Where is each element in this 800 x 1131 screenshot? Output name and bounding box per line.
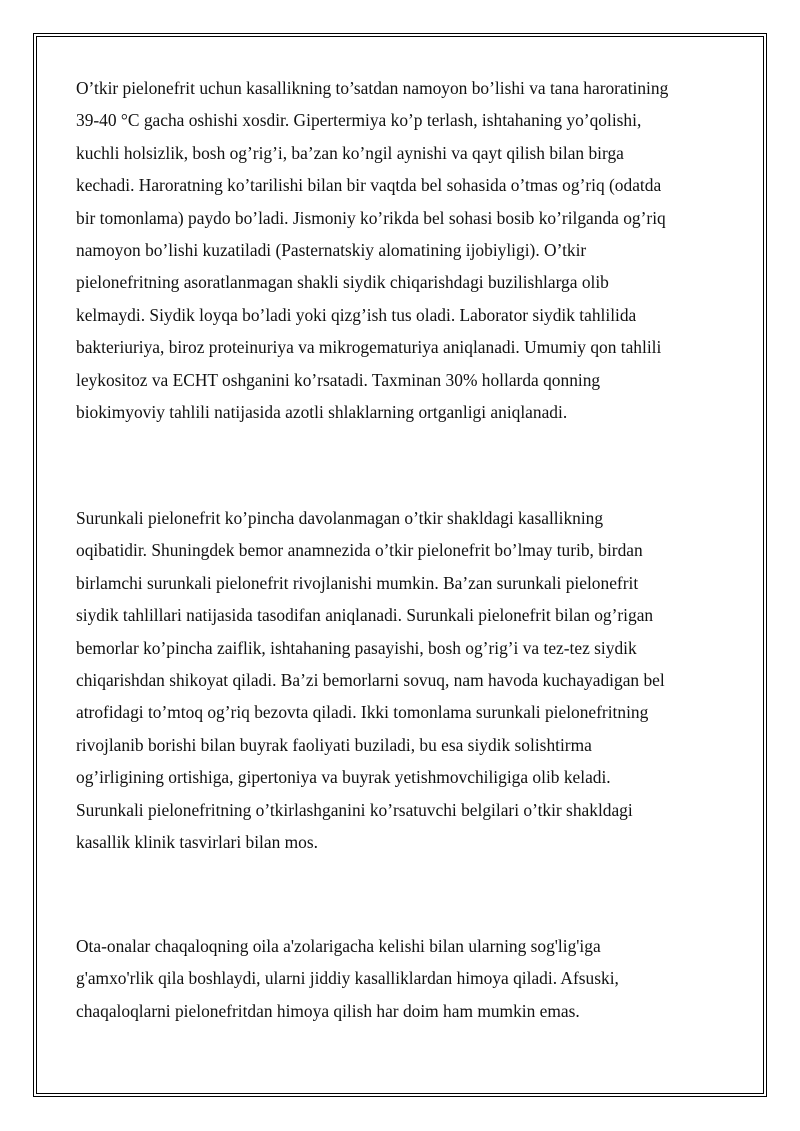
paragraph-line: bir tomonlama) paydo bo’ladi. Jismoniy ko’rikda bel sohasi bosib ko’rilganda og’riq [76, 207, 666, 228]
paragraph-line: Ota-onalar chaqaloqning oila a'zolarigacha kelishi bilan ularning sog'lig'iga [76, 936, 601, 956]
paragraph-line: bemorlar ko’pincha zaiflik, ishtahaning pasayishi, bosh og’rig’i va tez-tez siydik [76, 637, 637, 658]
paragraph-line: pielonefritning asoratlanmagan shakli siydik chiqarishdagi buzilishlarga olib [76, 272, 609, 293]
paragraph-line: kuchli holsizlik, bosh og’rig’i, ba’zan ko’ngil aynishi va qayt qilish bilan birga [76, 142, 624, 163]
paragraph-line: siydik tahlillari natijasida tasodifan aniqlanadi. Surunkali pielonefrit bilan og’rigan [76, 605, 654, 626]
paragraph-line: oqibatidir. Shuningdek bemor anamnezida o’tkir pielonefrit bo’lmay turib, birdan [76, 540, 643, 561]
paragraph-line: 39-40 °C gacha oshishi xosdir. Gipertermiya ko’p terlash, ishtahaning yo’qolishi, [76, 110, 642, 131]
paragraph-line: O’tkir pielonefrit uchun kasallikning to’satdan namoyon bo’lishi va tana haroratining [76, 78, 669, 98]
paragraph-line: Surunkali pielonefritning o’tkirlashganini ko’rsatuvchi belgilari o’tkir shakldagi [76, 799, 633, 820]
paragraph-infant-care [76, 930, 726, 1027]
paragraph-line: rivojlanib borishi bilan buyrak faoliyati buziladi, bu esa siydik solishtirma [76, 734, 592, 755]
paragraph-line: atrofidagi to’mtoq og’riq bezovta qiladi. Ikki tomonlama surunkali pielonefritning [76, 702, 649, 723]
paragraph-line: chiqarishdan shikoyat qiladi. Ba’zi bemorlarni sovuq, nam havoda kuchayadigan bel [76, 670, 665, 691]
paragraph-line: biokimyoviy tahlili natijasida azotli shlaklarning ortganligi aniqlanadi. [76, 402, 568, 423]
paragraph-line: namoyon bo’lishi kuzatiladi (Pasternatskiy alomatining ijobiyligi). O’tkir [76, 240, 587, 261]
paragraph-line: og’irligining ortishiga, gipertoniya va buyrak yetishmovchiligiga olib keladi. [76, 767, 611, 788]
paragraph-line: birlamchi surunkali pielonefrit rivojlanishi mumkin. Ba’zan surunkali pielonefrit [76, 572, 639, 593]
paragraph-line: bakteriuriya, biroz proteinuriya va mikrogematuriya aniqlanadi. Umumiy qon tahlili [76, 337, 662, 358]
paragraph-line: chaqaloqlarni pielonefritdan himoya qilish har doim ham mumkin emas. [76, 1000, 580, 1021]
paragraph-line: Surunkali pielonefrit ko’pincha davolanmagan o’tkir shakldagi kasallikning [76, 508, 604, 528]
paragraph-line: kechadi. Haroratning ko’tarilishi bilan bir vaqtda bel sohasida o’tmas og’riq (odatda [76, 175, 662, 196]
paragraph-line: g'amxo'rlik qila boshlaydi, ularni jiddiy kasalliklardan himoya qiladi. Afsuski, [76, 968, 619, 989]
paragraph-chronic-pyelonephritis [76, 502, 726, 858]
paragraph-line: kelmaydi. Siydik loyqa bo’ladi yoki qizg’ish tus oladi. Laborator siydik tahlilida [76, 304, 637, 325]
paragraph-line: kasallik klinik tasvirlari bilan mos. [76, 832, 318, 853]
paragraph-line: leykositoz va ECHT oshganini ko’rsatadi. Taxminan 30% hollarda qonning [76, 369, 601, 390]
paragraph-acute-pyelonephritis [76, 72, 726, 428]
